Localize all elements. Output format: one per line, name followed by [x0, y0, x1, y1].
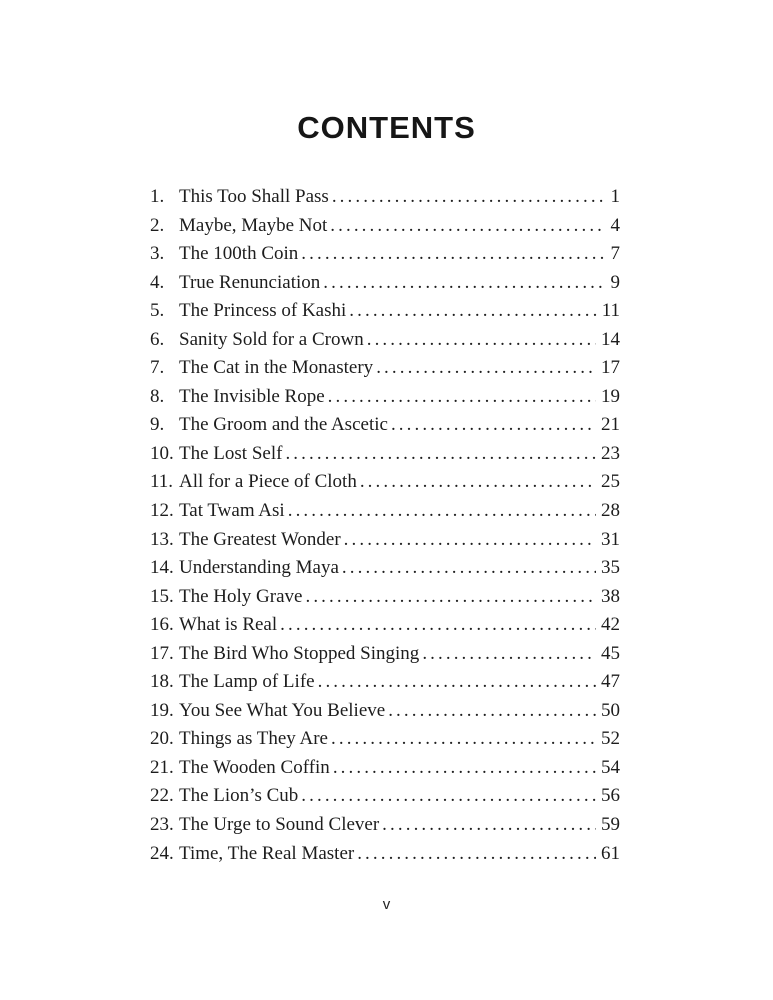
toc-entry — [150, 668, 620, 697]
toc-entry-page-number: 1 — [610, 186, 620, 207]
toc-entry-number: 7. — [150, 357, 165, 379]
toc-entry — [150, 840, 620, 869]
toc-entry-number: 11. — [150, 471, 174, 493]
toc-entry-title: True Renunciation — [179, 271, 321, 293]
toc-entry-title: The Groom and the Ascetic — [179, 414, 388, 436]
toc-entry-leader-dots — [391, 411, 596, 440]
toc-entry-title: Understanding Maya — [179, 557, 339, 579]
toc-list — [150, 183, 620, 868]
toc-entry-leader-dots — [367, 326, 596, 355]
toc-entry-title: Sanity Sold for a Crown — [179, 328, 364, 350]
toc-entry-number: 24. — [150, 842, 174, 864]
toc-entry-title: The Lamp of Life — [179, 671, 315, 693]
toc-entry-title: Tat Twam Asi — [179, 500, 285, 522]
toc-entry — [150, 754, 620, 783]
toc-entry-title: All for a Piece of Cloth — [179, 471, 357, 493]
toc-entry-page-number: 14 — [601, 328, 620, 350]
toc-entry — [150, 326, 620, 355]
toc-entry-title: The Lost Self — [179, 442, 283, 464]
toc-entry-leader-dots — [376, 354, 596, 383]
toc-entry-page-number: 17 — [601, 357, 620, 379]
toc-entry-title: The Princess of Kashi — [179, 300, 347, 322]
toc-entry-number: 23. — [150, 814, 174, 836]
toc-entry-page-number: 28 — [601, 500, 620, 522]
toc-entry-title: The Invisible Rope — [179, 385, 325, 407]
toc-entry — [150, 383, 620, 412]
toc-entry-page-number: 35 — [601, 557, 620, 579]
toc-entry-leader-dots — [330, 212, 605, 241]
toc-entry-leader-dots — [388, 697, 596, 726]
toc-entry-number: 20. — [150, 728, 174, 750]
toc-entry — [150, 411, 620, 440]
toc-entry — [150, 725, 620, 754]
toc-entry-page-number: 19 — [601, 385, 620, 407]
toc-entry — [150, 526, 620, 555]
toc-entry-number: 8. — [150, 385, 165, 407]
toc-entry-number: 22. — [150, 785, 174, 807]
toc-entry — [150, 697, 620, 726]
toc-entry-leader-dots — [323, 269, 605, 298]
toc-entry — [150, 240, 620, 269]
toc-entry — [150, 497, 620, 526]
toc-entry — [150, 583, 620, 612]
toc-entry-title: You See What You Believe — [179, 699, 386, 721]
toc-entry-page-number: 38 — [601, 585, 620, 607]
toc-entry — [150, 554, 620, 583]
toc-entry-leader-dots — [344, 526, 596, 555]
toc-entry-title: The Cat in the Monastery — [179, 357, 374, 379]
toc-entry-page-number: 7 — [610, 243, 620, 265]
toc-entry-number: 9. — [150, 414, 165, 436]
toc-entry-page-number: 54 — [601, 756, 620, 778]
toc-entry-title: The Greatest Wonder — [179, 528, 341, 550]
toc-entry-leader-dots — [357, 840, 596, 869]
page-title: CONTENTS — [297, 110, 476, 145]
toc-entry-leader-dots — [333, 754, 596, 783]
toc-entry-title: Things as They Are — [179, 728, 328, 750]
toc-entry-page-number: 42 — [601, 614, 620, 636]
toc-entry — [150, 183, 620, 212]
toc-entry-page-number: 9 — [610, 271, 620, 293]
toc-entry-page-number: 50 — [601, 699, 620, 721]
toc-entry-page-number: 61 — [601, 842, 620, 864]
toc-entry-page-number: 23 — [601, 442, 620, 464]
toc-entry-leader-dots — [382, 811, 596, 840]
folio-page-number: v — [382, 896, 391, 913]
toc-entry-number: 15. — [150, 585, 174, 607]
toc-entry-title: The 100th Coin — [179, 243, 299, 265]
toc-entry-leader-dots — [422, 640, 596, 669]
toc-entry-title: The Holy Grave — [179, 585, 303, 607]
toc-entry-title: The Urge to Sound Clever — [179, 814, 380, 836]
toc-entry-number: 18. — [150, 671, 174, 693]
toc-entry-number: 4. — [150, 271, 165, 293]
toc-entry-number: 10. — [150, 442, 174, 464]
toc-entry-leader-dots — [305, 583, 596, 612]
toc-entry — [150, 354, 620, 383]
toc-entry-title: What is Real — [179, 614, 278, 636]
toc-entry-page-number: 11 — [601, 300, 620, 322]
toc-entry-title: Time, The Real Master — [179, 842, 355, 864]
toc-entry-number: 16. — [150, 614, 174, 636]
toc-entry-leader-dots — [332, 183, 606, 212]
toc-entry-leader-dots — [301, 782, 596, 811]
toc-entry-leader-dots — [288, 497, 596, 526]
toc-entry-leader-dots — [328, 383, 596, 412]
toc-entry-number: 5. — [150, 300, 165, 322]
toc-entry-number: 3. — [150, 243, 165, 265]
toc-entry-leader-dots — [301, 240, 605, 269]
toc-entry-leader-dots — [349, 297, 596, 326]
toc-entry — [150, 468, 620, 497]
toc-entry-leader-dots — [360, 468, 596, 497]
toc-entry — [150, 611, 620, 640]
toc-entry — [150, 811, 620, 840]
toc-entry-leader-dots — [318, 668, 596, 697]
toc-entry-leader-dots — [342, 554, 596, 583]
toc-entry — [150, 297, 620, 326]
toc-entry-leader-dots — [280, 611, 596, 640]
toc-entry-leader-dots — [285, 440, 596, 469]
toc-entry-page-number: 25 — [601, 471, 620, 493]
toc-entry-page-number: 21 — [601, 414, 620, 436]
toc-entry-title: Maybe, Maybe Not — [179, 214, 328, 236]
toc-entry-number: 14. — [150, 557, 174, 579]
toc-entry-page-number: 31 — [601, 528, 620, 550]
toc-entry — [150, 640, 620, 669]
toc-entry-number: 1. — [150, 186, 165, 207]
toc-entry-number: 17. — [150, 642, 174, 664]
toc-entry-number: 19. — [150, 699, 174, 721]
toc-entry — [150, 212, 620, 241]
toc-entry-page-number: 56 — [601, 785, 620, 807]
toc-entry — [150, 782, 620, 811]
toc-entry-number: 2. — [150, 214, 165, 236]
toc-entry-number: 13. — [150, 528, 174, 550]
toc-entry — [150, 269, 620, 298]
toc-entry-title: This Too Shall Pass — [179, 186, 329, 207]
toc-entry-page-number: 59 — [601, 814, 620, 836]
toc-entry-number: 12. — [150, 500, 174, 522]
toc-entry-number: 6. — [150, 328, 165, 350]
toc-entry-title: The Bird Who Stopped Singing — [179, 642, 420, 664]
toc-entry-title: The Lion’s Cub — [179, 785, 299, 807]
toc-entry-page-number: 4 — [610, 214, 620, 236]
toc-entry-number: 21. — [150, 756, 174, 778]
toc-entry-page-number: 47 — [601, 671, 620, 693]
toc-entry-page-number: 52 — [601, 728, 620, 750]
toc-entry-leader-dots — [331, 725, 596, 754]
toc-entry-page-number: 45 — [601, 642, 620, 664]
toc-entry-title: The Wooden Coffin — [179, 756, 330, 778]
toc-entry — [150, 440, 620, 469]
